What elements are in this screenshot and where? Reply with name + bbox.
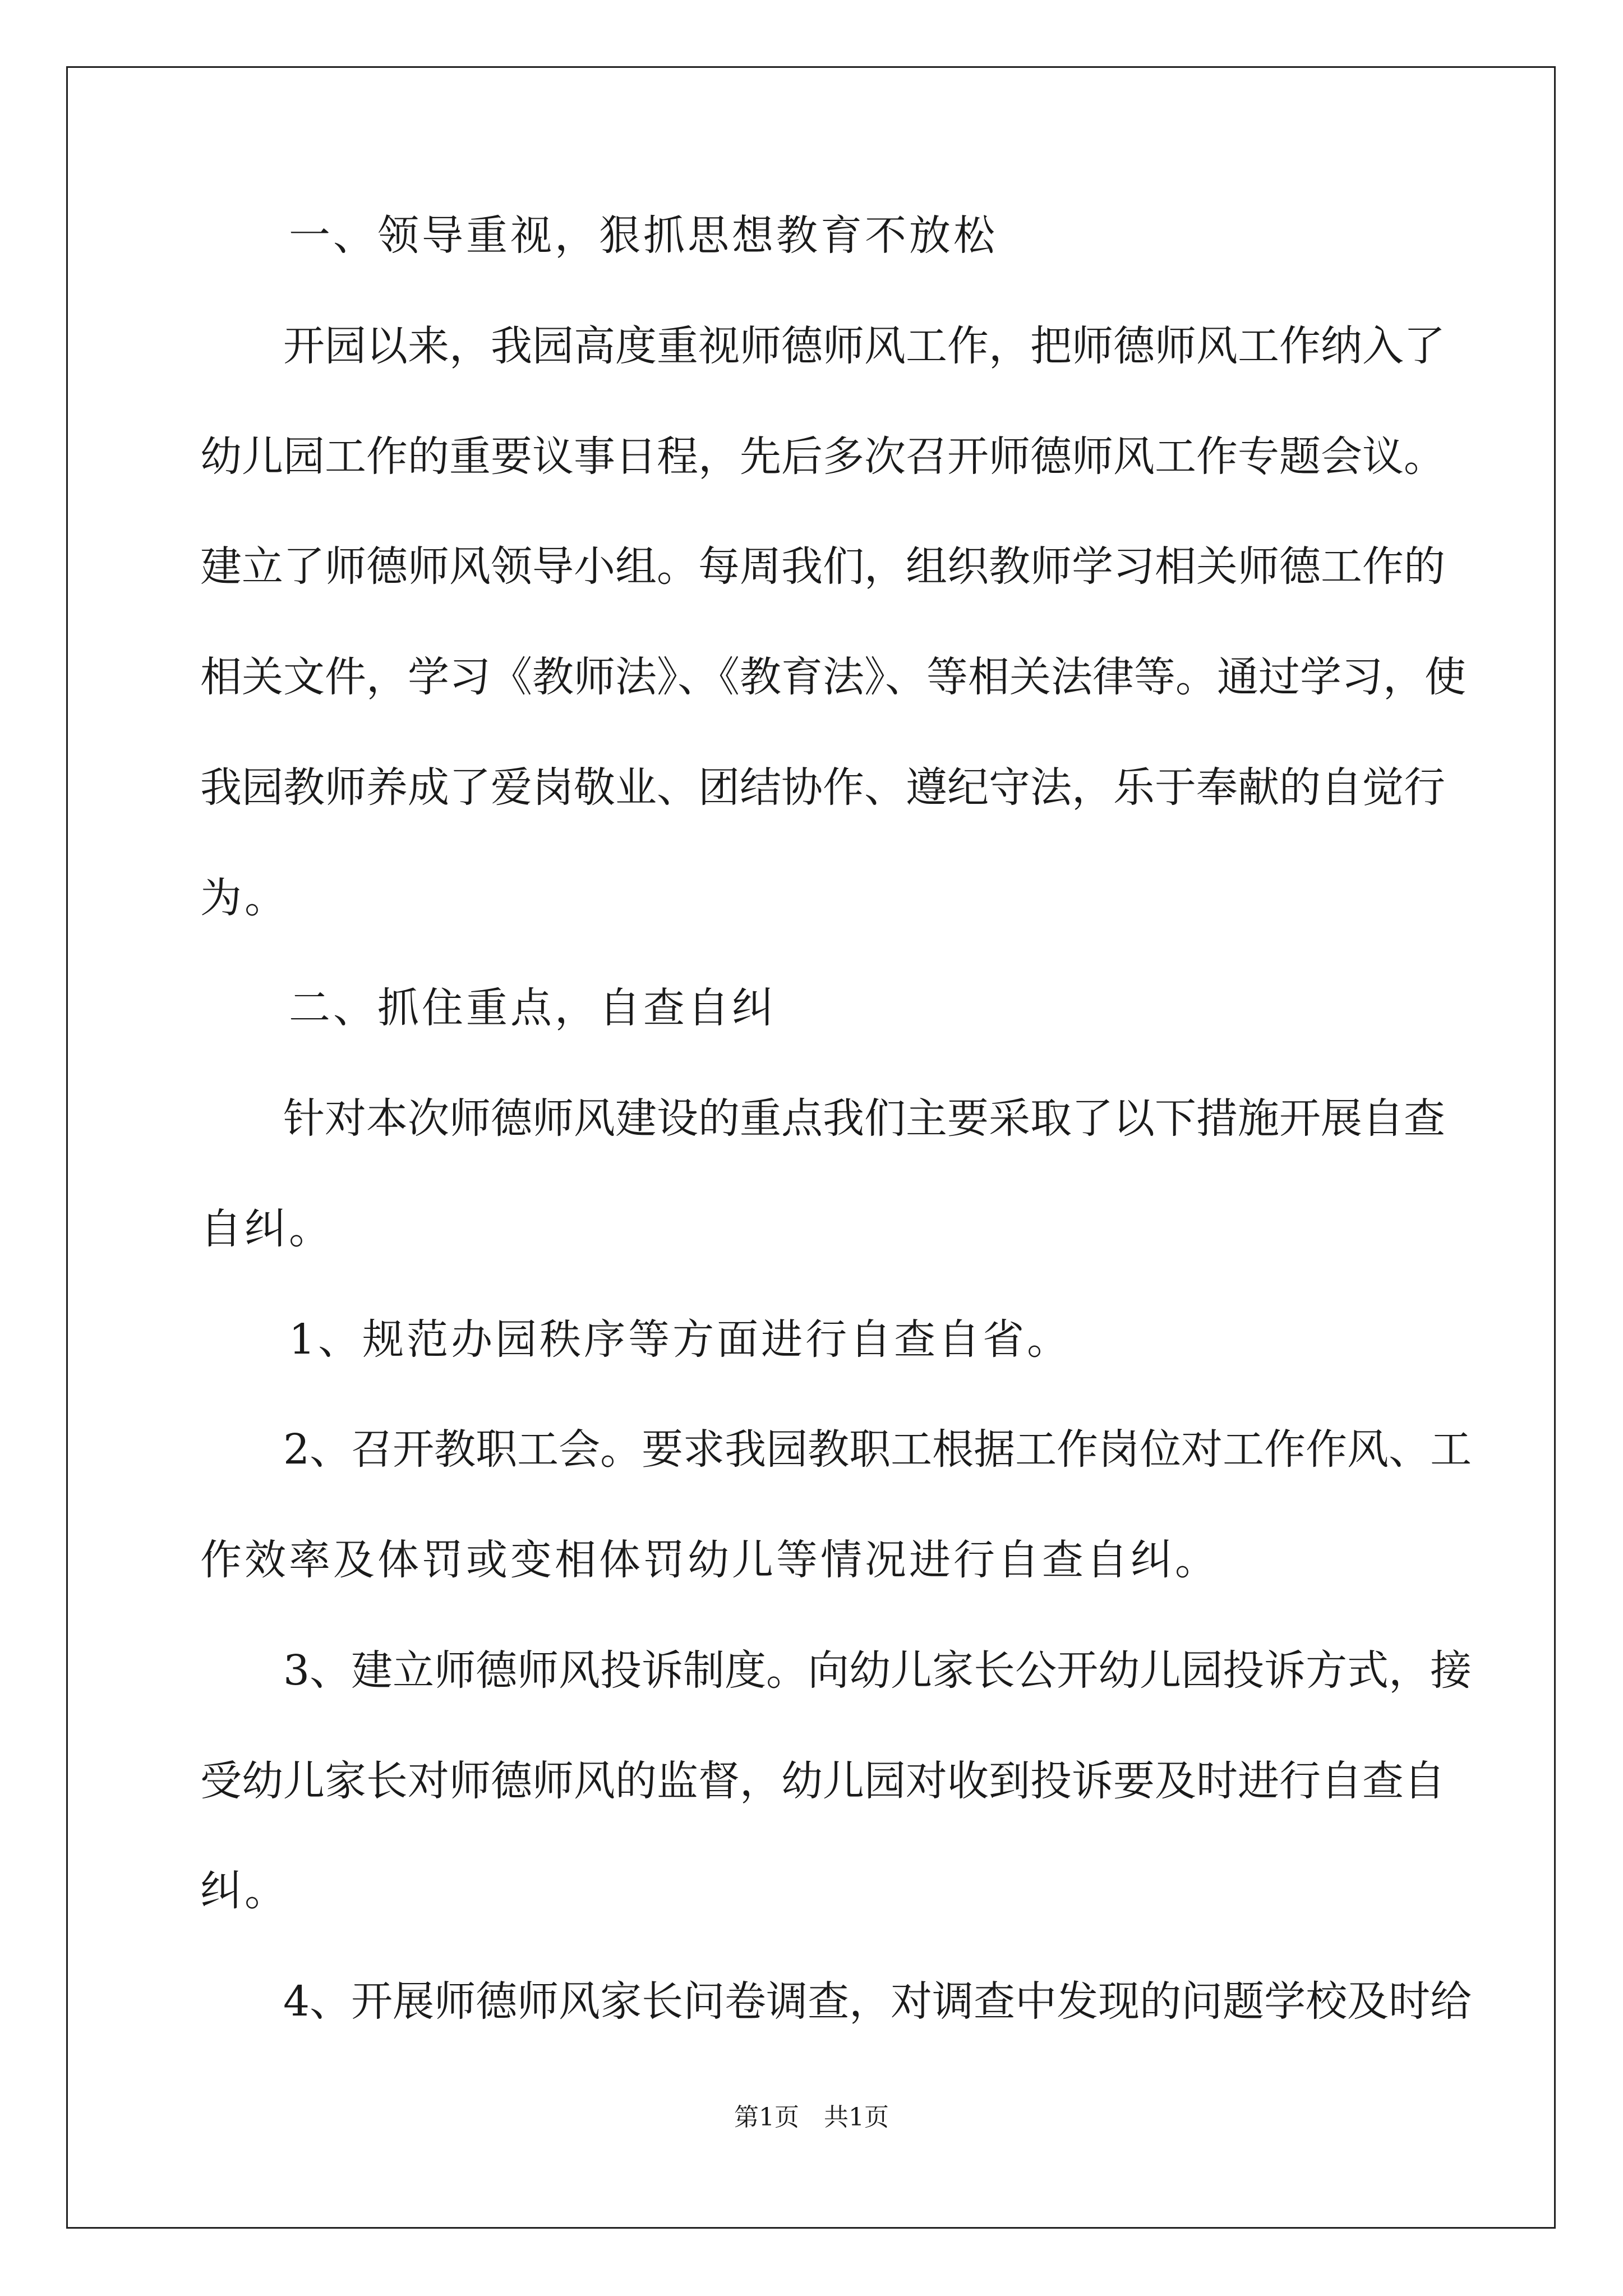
section-heading-2: 二、抓住重点，自查自纠 [200, 984, 776, 1032]
list-item-2: 2、召开教职工会。要求我园教职工根据工作岗位对工作作风、工 [200, 1425, 1472, 1474]
paragraph-line: 为。 [200, 874, 289, 922]
page-border [66, 66, 1556, 2229]
list-item-4: 4、开展师德师风家长问卷调查，对调查中发现的问题学校及时给 [200, 1977, 1472, 2026]
paragraph-line: 相关文件，学习《教师法》、《教育法》、等相关法律等。通过学习，使 [200, 653, 1466, 701]
paragraph-line: 幼儿园工作的重要议事日程，先后多次召开师德师风工作专题会议。 [200, 432, 1445, 481]
paragraph-line: 受幼儿家长对师德师风的监督，幼儿园对收到投诉要及时进行自查自 [200, 1757, 1445, 1805]
paragraph-line: 开园以来，我园高度重视师德师风工作，把师德师风工作纳入了 [200, 322, 1445, 370]
paragraph-line: 自纠。 [200, 1205, 333, 1253]
paragraph-line: 作效率及体罚或变相体罚幼儿等情况进行自查自纠。 [200, 1536, 1219, 1584]
paragraph-line: 纠。 [200, 1867, 289, 1915]
list-item-3: 3、建立师德师风投诉制度。向幼儿家长公开幼儿园投诉方式，接 [200, 1646, 1472, 1695]
page-number-footer: 第1页 共1页 [734, 2103, 889, 2132]
paragraph-line: 我园教师养成了爱岗敬业、团结协作、遵纪守法，乐于奉献的自觉行 [200, 763, 1445, 812]
paragraph-line: 建立了师德师风领导小组。每周我们，组织教师学习相关师德工作的 [200, 542, 1445, 591]
list-item-1: 1、规范办园秩序等方面进行自查自省。 [200, 1315, 1072, 1364]
paragraph-line: 针对本次师德师风建设的重点我们主要采取了以下措施开展自查 [200, 1094, 1445, 1143]
section-heading-1: 一、领导重视，狠抓思想教育不放松 [200, 211, 998, 260]
